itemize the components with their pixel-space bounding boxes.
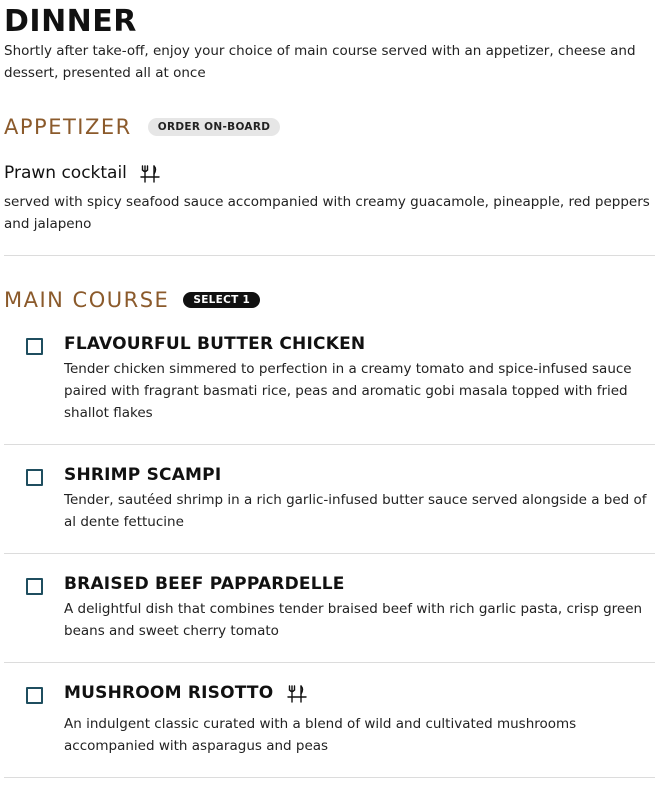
divider [4,777,655,778]
meal-option-name: BRAISED BEEF PAPPARDELLE [64,574,345,594]
order-on-board-badge: ORDER ON-BOARD [148,118,281,136]
select-one-badge: SELECT 1 [183,292,260,308]
meal-option-description: A delightful dish that combines tender braised beef with rich garlic pasta, crisp green beans and sweet cherry tomato [64,601,643,639]
main-course-section-title: MAIN COURSE [4,288,170,312]
appetizer-section-title: APPETIZER [4,115,132,139]
appetizer-description: served with spicy seafood sauce accompanied with creamy guacamole, pineapple, red peppers and jalapeno [4,194,650,232]
appetizer-item [4,163,162,183]
meal-option-name: MUSHROOM RISOTTO [64,683,274,703]
divider [4,255,655,256]
meal-option-checkbox[interactable] [26,687,43,704]
appetizer-name: Prawn cocktail [4,163,127,183]
meal-option-checkbox[interactable] [26,578,43,595]
meal-option-description: Tender, sautéed shrimp in a rich garlic-infused butter sauce served alongside a bed of al dente fettucine [64,492,647,530]
cutlery-icon [287,683,309,703]
main-course-header [4,288,260,312]
meal-option-name-row [64,683,309,703]
page-title: DINNER [4,4,137,39]
dinner-intro: Shortly after take-off, enjoy your choice of main course served with an appetizer, cheese and dessert, presented all at once [4,43,636,81]
meal-option-description: Tender chicken simmered to perfection in a creamy tomato and spice-infused sauce paired with fragrant basmati rice, peas and aromatic gobi masala topped with fried shallot flakes [64,361,632,421]
cutlery-icon [140,163,162,183]
meal-option-name: FLAVOURFUL BUTTER CHICKEN [64,334,366,354]
meal-option-checkbox[interactable] [26,469,43,486]
appetizer-header [4,115,280,139]
divider [4,444,655,445]
divider [4,662,655,663]
meal-option-description: An indulgent classic curated with a blend of wild and cultivated mushrooms accompanied with asparagus and peas [64,716,577,754]
meal-option-checkbox[interactable] [26,338,43,355]
meal-option-name: SHRIMP SCAMPI [64,465,222,485]
divider [4,553,655,554]
